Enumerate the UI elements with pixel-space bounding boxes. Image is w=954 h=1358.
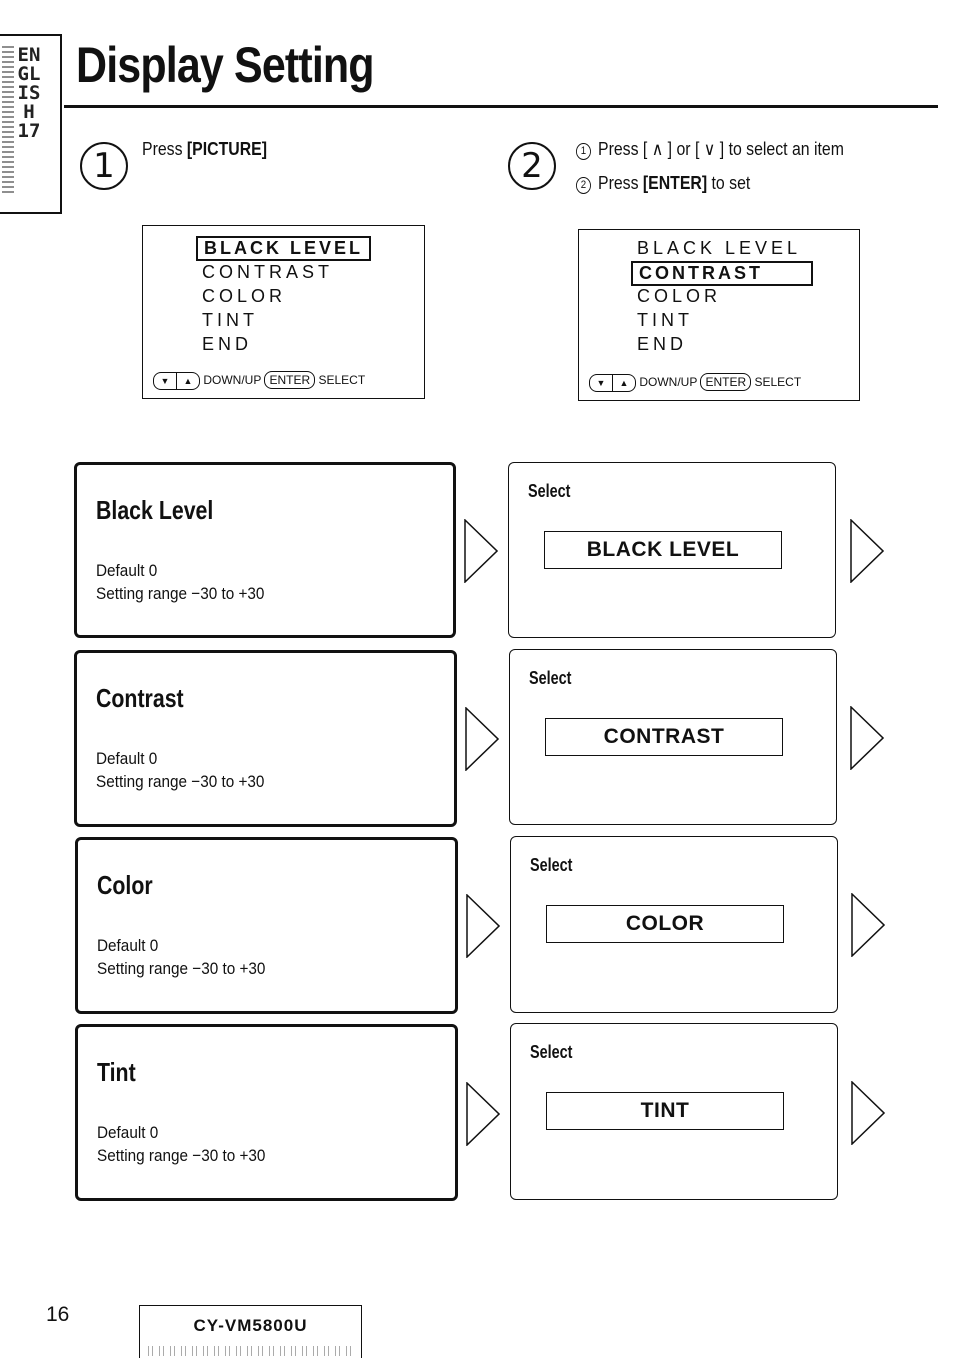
side-tab-text: ENGLISH 17 <box>17 44 47 142</box>
model-label-box <box>139 1305 362 1358</box>
select-card-contrast <box>509 649 837 825</box>
select-label: Select <box>528 481 571 501</box>
page-title: Display Setting <box>76 37 374 93</box>
setting-card-contrast <box>74 650 457 827</box>
osd-item-color: COLOR <box>637 286 722 306</box>
selected-item-box: CONTRAST <box>545 718 783 756</box>
osd-item-tint: TINT <box>202 310 258 330</box>
setting-default: Default 0 <box>96 749 158 768</box>
setting-range: Setting range −30 to +30 <box>96 584 265 603</box>
step-2-line-1 <box>576 139 844 160</box>
enter-keycap: ENTER <box>700 373 751 391</box>
setting-title: Black Level <box>96 495 214 525</box>
setting-title: Tint <box>97 1057 136 1087</box>
page-number: 16 <box>46 1303 70 1326</box>
hint-select: SELECT <box>318 373 366 388</box>
osd-item-contrast: CONTRAST <box>202 262 333 282</box>
osd-menu-screen-2 <box>578 229 860 401</box>
enter-keycap: ENTER <box>264 371 315 389</box>
substep-1-text: Press [ ∧ ] or [ ∨ ] to select an item <box>598 139 844 159</box>
language-side-tab <box>0 34 62 214</box>
substep-1-marker: 1 <box>576 143 591 160</box>
hint-select: SELECT <box>754 375 802 390</box>
print-noise <box>148 1346 353 1356</box>
selected-item-box: TINT <box>546 1092 784 1130</box>
arrow-right-icon <box>850 519 884 583</box>
osd-item-end: END <box>637 334 688 354</box>
arrow-right-icon <box>851 1081 885 1145</box>
arrow-right-icon <box>466 1082 500 1146</box>
setting-default: Default 0 <box>96 561 158 580</box>
osd-item-color: COLOR <box>202 286 287 306</box>
setting-default: Default 0 <box>97 936 159 955</box>
up-arrow-icon: ▲ <box>613 374 636 392</box>
arrow-right-icon <box>466 894 500 958</box>
down-arrow-icon: ▼ <box>153 372 177 390</box>
up-arrow-icon: ▲ <box>177 372 200 390</box>
selected-item-box: COLOR <box>546 905 784 943</box>
setting-range: Setting range −30 to +30 <box>96 772 265 791</box>
step-1-number: 1 <box>80 142 128 190</box>
hint-downup: DOWN/UP <box>639 375 698 390</box>
select-card-black-level <box>508 462 836 638</box>
setting-range: Setting range −30 to +30 <box>97 959 266 978</box>
title-divider <box>64 105 938 108</box>
osd-item-contrast-highlighted: CONTRAST <box>631 261 813 286</box>
select-card-tint <box>510 1023 838 1200</box>
step-2-line-2 <box>576 173 750 194</box>
setting-title: Color <box>97 870 153 900</box>
substep-2-prefix: Press <box>598 173 643 193</box>
setting-title: Contrast <box>96 683 184 713</box>
setting-range: Setting range −30 to +30 <box>97 1146 266 1165</box>
setting-card-black-level <box>74 462 456 638</box>
step-1-prefix: Press <box>142 139 187 159</box>
osd-item-end: END <box>202 334 253 354</box>
substep-2-marker: 2 <box>576 177 591 194</box>
substep-2-suffix: to set <box>707 173 751 193</box>
step-2-number: 2 <box>508 142 556 190</box>
setting-card-tint <box>75 1024 458 1201</box>
select-card-color <box>510 836 838 1013</box>
setting-default: Default 0 <box>97 1123 159 1142</box>
arrow-right-icon <box>464 519 498 583</box>
select-label: Select <box>530 855 573 875</box>
osd-hint <box>589 373 801 392</box>
arrow-right-icon <box>851 893 885 957</box>
osd-hint <box>153 371 365 390</box>
side-tab-pattern <box>2 46 14 196</box>
selected-item-box: BLACK LEVEL <box>544 531 782 569</box>
step-1-instruction <box>142 139 267 160</box>
arrow-right-icon <box>465 707 499 771</box>
osd-item-black-level-highlighted: BLACK LEVEL <box>196 236 371 261</box>
osd-item-tint: TINT <box>637 310 693 330</box>
enter-key: [ENTER] <box>642 173 708 193</box>
select-label: Select <box>529 668 572 688</box>
osd-menu-screen-1 <box>142 225 425 399</box>
hint-downup: DOWN/UP <box>203 373 262 388</box>
setting-card-color <box>75 837 458 1014</box>
arrow-right-icon <box>850 706 884 770</box>
select-label: Select <box>530 1042 573 1062</box>
osd-item-black-level: BLACK LEVEL <box>637 238 802 258</box>
picture-key: [PICTURE] <box>186 139 267 159</box>
down-arrow-icon: ▼ <box>589 374 613 392</box>
model-number: CY-VM5800U <box>193 1316 308 1335</box>
